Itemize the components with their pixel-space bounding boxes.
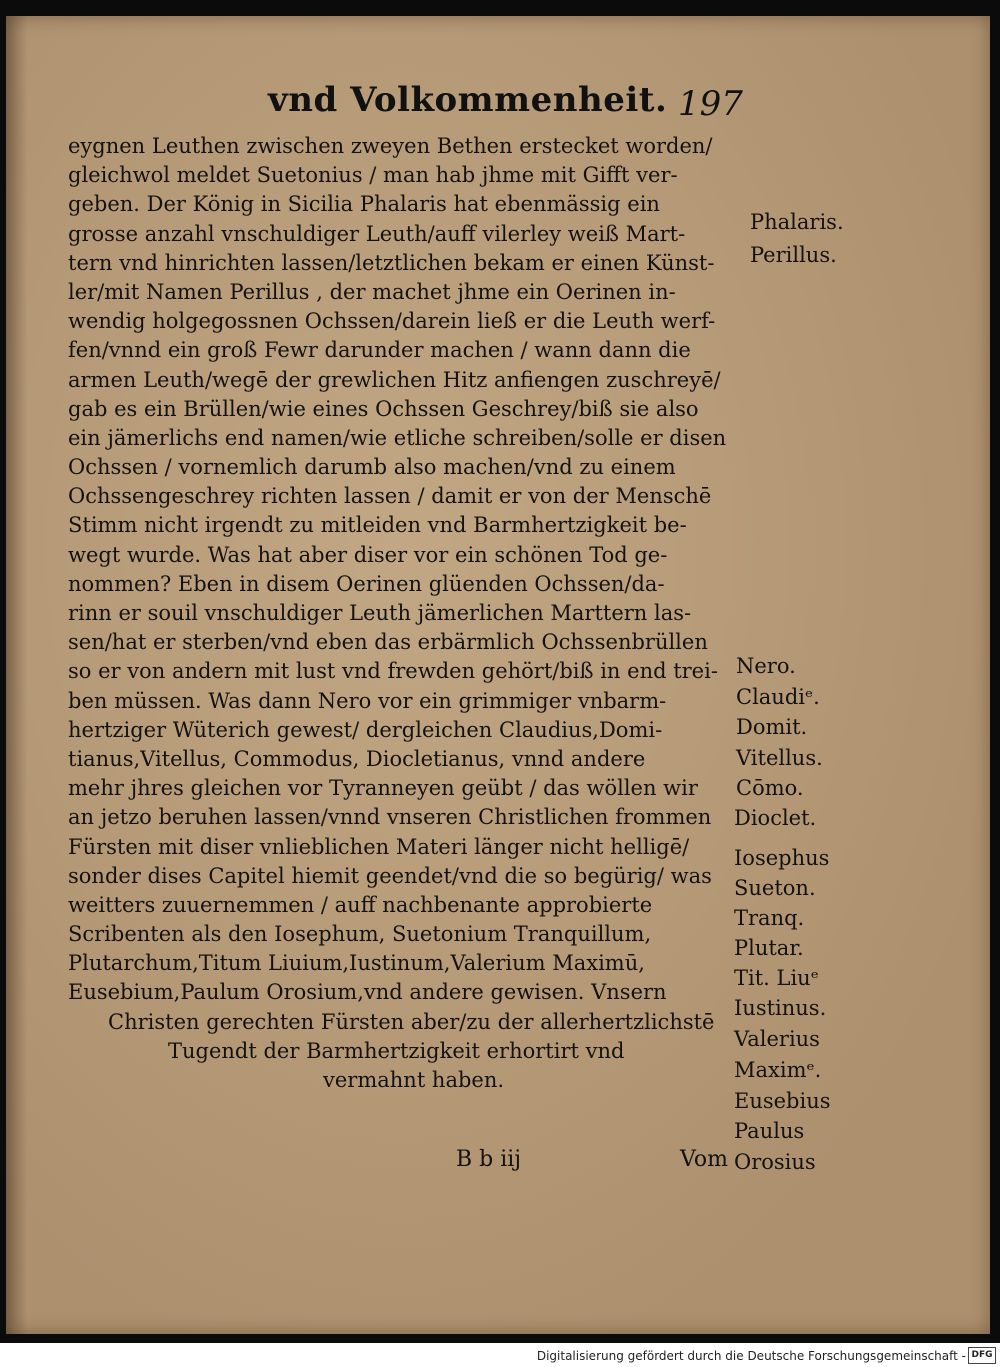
text-line: hertziger Wüterich gewest/ dergleichen Claudius,Domi- <box>68 717 663 742</box>
page-gutter-shadow <box>6 16 28 1334</box>
margin-note: Tranq. <box>734 906 805 930</box>
text-line: wendig holgegossnen Ochssen/darein ließ er die Leuth werf- <box>68 309 716 334</box>
text-line: ler/mit Namen Perillus , der machet jhme ein Oerinen in- <box>68 279 676 304</box>
margin-note: Orosius <box>734 1150 816 1174</box>
margin-note: Valerius <box>734 1027 820 1051</box>
text-line: weitters zuuernemmen / auff nachbenante approbierte <box>68 892 653 917</box>
margin-note: Iosephus <box>734 846 830 870</box>
text-line: sen/hat er sterben/vnd eben das erbärmlich Ochssenbrüllen <box>68 630 708 655</box>
margin-note: Sueton. <box>734 876 816 900</box>
text-line: Christen gerechten Fürsten aber/zu der allerhertzlichstē <box>108 1009 715 1034</box>
margin-note: Maximᵉ. <box>734 1058 822 1082</box>
text-line: Ochssengeschrey richten lassen / damit er von der Menschē <box>68 484 712 509</box>
text-line: Tugendt der Barmhertzigkeit erhortirt vnd <box>168 1038 625 1063</box>
text-line: gab es ein Brüllen/wie eines Ochssen Geschrey/biß sie also <box>68 396 699 421</box>
text-line: eygnen Leuthen zwischen zweyen Bethen erstecket worden/ <box>68 134 713 158</box>
margin-note: Eusebius <box>734 1089 831 1113</box>
text-line: so er von andern mit lust vnd frewden gehört/biß in end trei- <box>68 659 718 684</box>
text-line: gleichwol meldet Suetonius / man hab jhme mit Gifft ver- <box>68 163 678 188</box>
margin-note: Paulus <box>734 1119 805 1143</box>
text-line: wegt wurde. Was hat aber diser vor ein schönen Tod ge- <box>68 542 668 567</box>
text-line: tianus,Vitellus, Commodus, Diocletianus, vnnd andere <box>68 746 646 771</box>
margin-note: Nero. <box>736 654 796 678</box>
text-line: Fürsten mit diser vnlieblichen Materi länger nicht helligē/ <box>68 834 690 859</box>
text-line: armen Leuth/wegē der grewlichen Hitz anfiengen zuschreyē/ <box>68 367 721 392</box>
text-line: Plutarchum,Titum Liuium,Iustinum,Valerium Maximū, <box>68 951 645 976</box>
page-number: 197 <box>678 84 743 124</box>
text-line: Scribenten als den Iosephum, Suetonium Tranquillum, <box>68 922 652 947</box>
text-line: Ochssen / vornemlich darumb also machen/vnd zu einem <box>68 455 676 480</box>
text-line: vermahnt haben. <box>323 1068 505 1092</box>
margin-note: Iustinus. <box>734 996 827 1020</box>
signature-mark: B b iij <box>456 1147 522 1172</box>
text-line: fen/vnnd ein groß Fewr darunder machen / wann dann die <box>68 338 691 363</box>
margin-note: Vitellus. <box>736 746 823 770</box>
text-line: rinn er souil vnschuldiger Leuth jämerlichen Marttern las- <box>68 601 692 625</box>
text-line: geben. Der König in Sicilia Phalaris hat ebenmässig ein <box>68 192 660 217</box>
text-line: tern vnd hinrichten lassen/letztlichen bekam er einen Künst- <box>68 250 715 275</box>
margin-note: Domit. <box>736 715 808 739</box>
dfg-logo-icon: DFG <box>968 1347 996 1364</box>
text-line: an jetzo beruhen lassen/vnnd vnseren Christlichen frommen <box>68 805 712 830</box>
text-line: Stimm nicht irgendt zu mitleiden vnd Barmhertzigkeit be- <box>68 513 687 538</box>
text-line: nommen? Eben in disem Oerinen glüenden Ochssen/da- <box>68 571 665 596</box>
text-line: sonder dises Capitel hiemit geendet/vnd die so begürig/ was <box>68 863 712 888</box>
text-line: grosse anzahl vnschuldiger Leuth/auff vilerley weiß Mart- <box>68 221 686 246</box>
margin-note: Dioclet. <box>734 806 817 830</box>
margin-note: Perillus. <box>750 243 837 267</box>
margin-note: Plutar. <box>734 936 804 960</box>
footer-credit: Digitalisierung gefördert durch die Deutsche Forschungsgemeinschaft - <box>536 1349 966 1363</box>
text-line: Eusebium,Paulum Orosium,vnd andere gewisen. Vnsern <box>68 980 667 1005</box>
text-line: mehr jhres gleichen vor Tyranneyen geübt / das wöllen wir <box>68 776 698 801</box>
body-text <box>68 132 748 1095</box>
margin-note: Claudiᵉ. <box>736 685 820 709</box>
text-line: ein jämerlichs end namen/wie etliche schreiben/solle er disen <box>68 425 727 450</box>
catchword: Vom <box>680 1147 728 1172</box>
margin-note: Phalaris. <box>750 210 844 234</box>
text-line: ben müssen. Was dann Nero vor ein grimmiger vnbarm- <box>68 688 667 713</box>
margin-note: Cōmo. <box>736 776 804 800</box>
running-title: vnd Volkommenheit. <box>268 80 668 120</box>
margin-note: Tit. Liuᵉ <box>734 966 819 990</box>
